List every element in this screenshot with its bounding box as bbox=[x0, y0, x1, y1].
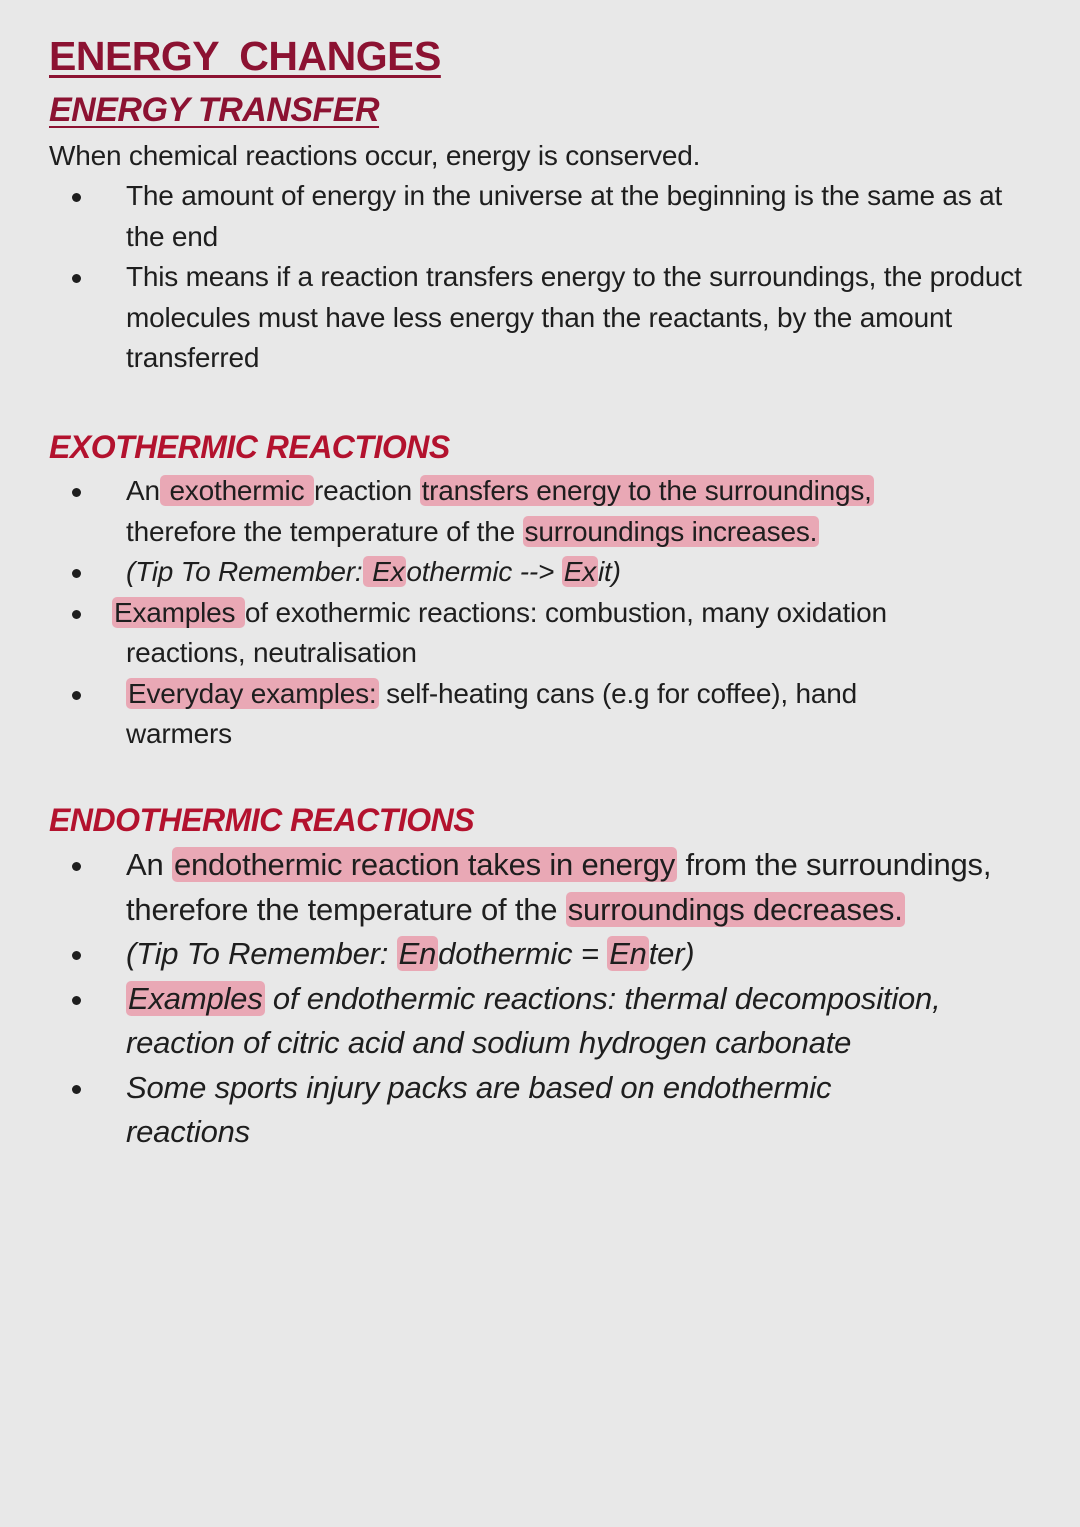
list-item bbox=[0, 932, 1040, 977]
exothermic-list bbox=[0, 471, 1040, 755]
text-run: (Tip To Remember: bbox=[126, 936, 397, 971]
bullet-icon bbox=[72, 274, 81, 283]
text-run: An bbox=[126, 475, 160, 506]
text-run: ter) bbox=[648, 936, 695, 971]
list-item bbox=[0, 593, 1006, 674]
highlight: Everyday examples: bbox=[128, 677, 377, 709]
text-run: An bbox=[126, 847, 172, 882]
section-heading-energy-transfer: ENERGY TRANSFER bbox=[49, 91, 380, 129]
bullet-text: This means if a reaction transfers energy to the surroundings, the product molecules must have less energy than the reactants, by the amount transferred bbox=[126, 261, 1022, 373]
bullet-icon bbox=[72, 996, 81, 1005]
intro-text: When chemical reactions occur, energy is conserved. bbox=[49, 140, 701, 171]
highlight: Ex bbox=[563, 556, 596, 587]
bullet-icon bbox=[72, 488, 81, 497]
bullet-icon bbox=[72, 569, 81, 578]
list-item bbox=[0, 977, 1040, 1066]
list-item bbox=[0, 843, 1026, 932]
text-run: of endothermic reactions: thermal decomposition, reaction of citric acid and sodium hydrogen carbonate bbox=[126, 980, 941, 1060]
highlight: En bbox=[609, 936, 647, 971]
list-item bbox=[0, 552, 1040, 593]
bullet-icon bbox=[72, 862, 81, 871]
bullet-icon bbox=[72, 193, 81, 202]
bullet-icon bbox=[72, 691, 81, 700]
list-item bbox=[0, 176, 1026, 257]
section-heading-endothermic: ENDOTHERMIC REACTIONS bbox=[49, 802, 475, 838]
list-item bbox=[0, 1066, 956, 1155]
page-title: ENERGY CHANGES bbox=[49, 33, 441, 79]
highlight: transfers energy to the surroundings, bbox=[421, 475, 872, 506]
highlight: Ex bbox=[364, 556, 405, 587]
endothermic-list bbox=[0, 843, 1040, 1155]
bullet-text: Some sports injury packs are based on endothermic reactions bbox=[126, 1069, 832, 1149]
bullet-icon bbox=[72, 951, 81, 960]
bullet-icon bbox=[72, 610, 81, 619]
list-item bbox=[0, 471, 956, 552]
text-run: self-heating cans (e.g for coffee), hand warmers bbox=[126, 677, 857, 749]
text-run: therefore the temperature of the bbox=[126, 515, 523, 547]
text-run: othermic --> bbox=[406, 556, 562, 587]
text-run: of exothermic reactions: combustion, many oxidation reactions, neutralisation bbox=[126, 596, 887, 668]
highlight: Examples bbox=[128, 980, 263, 1016]
bullet-text: The amount of energy in the universe at the beginning is the same as at the end bbox=[126, 180, 1003, 252]
section-heading-exothermic: EXOTHERMIC REACTIONS bbox=[49, 429, 450, 465]
highlight: Examples bbox=[114, 596, 243, 628]
bullet-icon bbox=[72, 1085, 81, 1094]
highlight: endothermic reaction takes in energy bbox=[173, 847, 676, 882]
text-run: it) bbox=[597, 556, 621, 587]
text-run: dothermic = bbox=[438, 936, 608, 971]
text-run: from the surroundings, therefore the temperature of the bbox=[126, 847, 992, 927]
text-run: (Tip To Remember: bbox=[126, 556, 363, 587]
energy-transfer-list bbox=[0, 176, 1040, 379]
text-run: reaction bbox=[313, 475, 420, 506]
highlight: surroundings increases. bbox=[524, 515, 818, 547]
highlight: surroundings decreases. bbox=[567, 891, 903, 927]
list-item bbox=[0, 257, 1040, 379]
highlight: exothermic bbox=[161, 475, 312, 506]
highlight: En bbox=[398, 936, 437, 971]
list-item bbox=[0, 674, 946, 755]
